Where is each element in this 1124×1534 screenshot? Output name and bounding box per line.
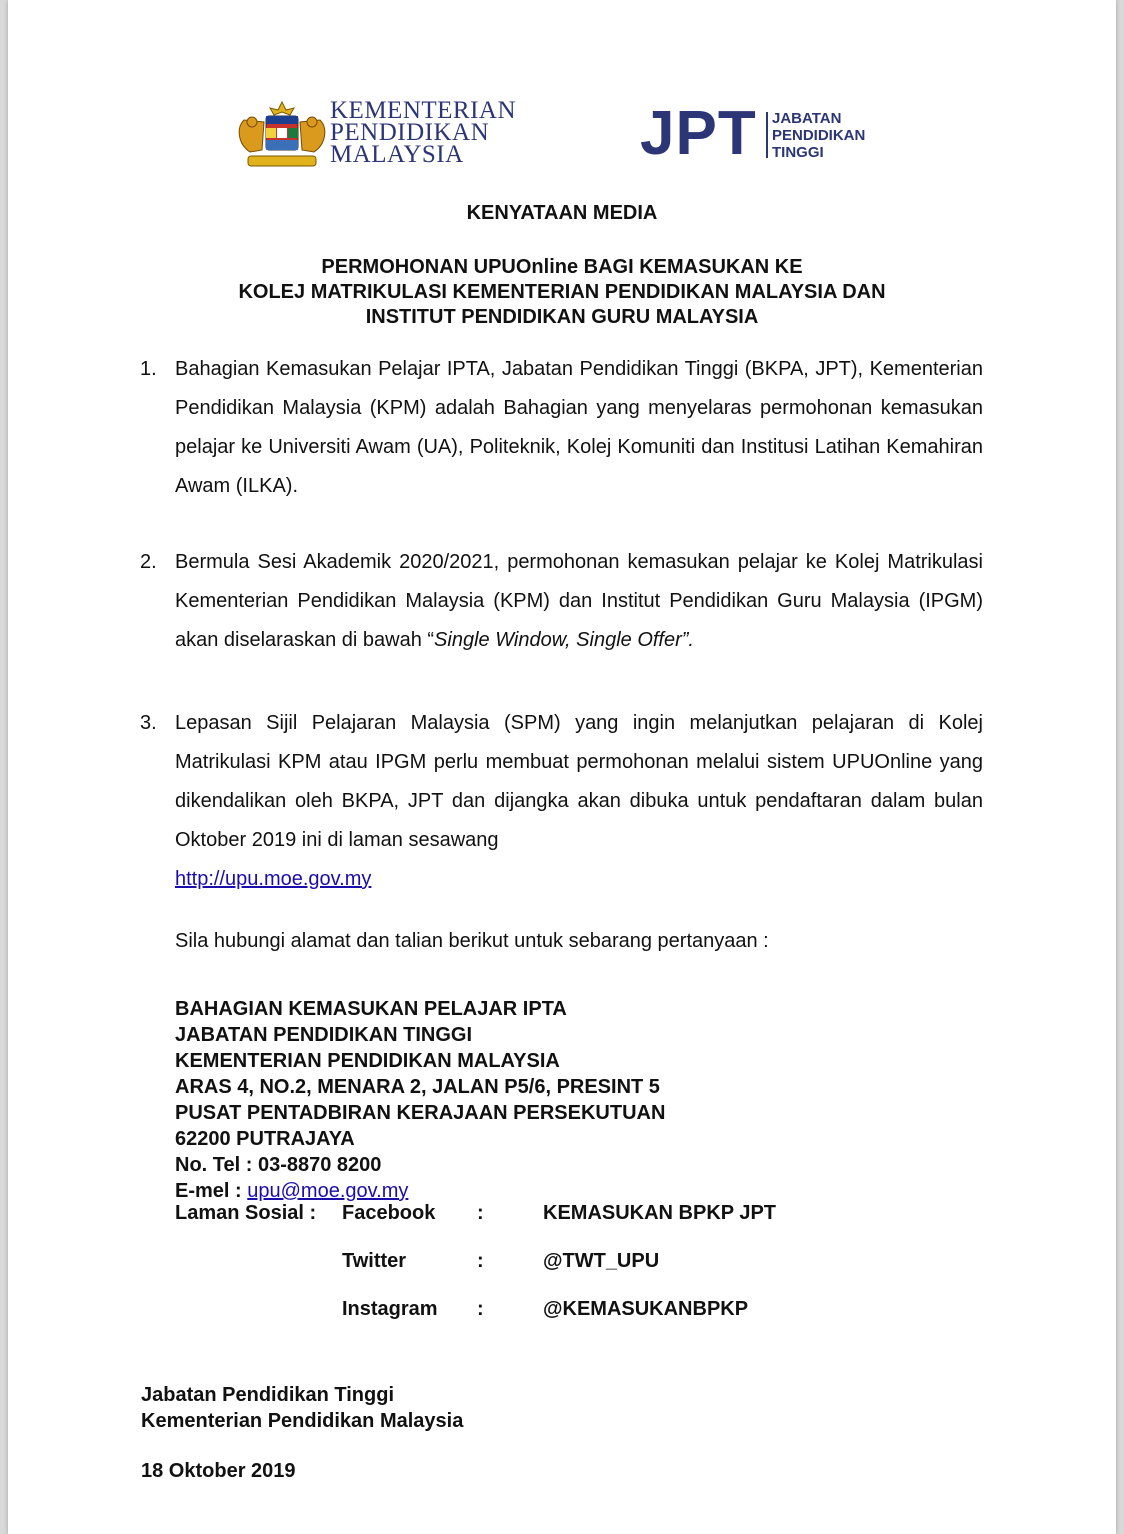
- signature-line: Kementerian Pendidikan Malaysia: [141, 1410, 464, 1432]
- ministry-logo-line: PENDIDIKAN: [330, 119, 490, 146]
- email-line: [175, 1178, 665, 1204]
- paragraph-text-main: Bermula Sesi Akademik 2020/2021, permohonan kemasukan pelajar ke Kolej Matrikulasi Kementerian Pendidikan Malaysia (KPM) dan Institut Pendidikan Guru Malaysia (IPGM) akan diselaraskan di bawah “: [175, 551, 983, 651]
- contact-intro: Sila hubungi alamat dan talian berikut untuk sebarang pertanyaan :: [175, 930, 769, 952]
- social-handle-facebook: KEMASUKAN BPKP JPT: [543, 1202, 776, 1224]
- ministry-logo-text: [330, 97, 517, 168]
- title-line: PERMOHONAN UPUOnline BAGI KEMASUKAN KE: [321, 256, 803, 278]
- address-line: 62200 PUTRAJAYA: [175, 1128, 355, 1150]
- jpt-logo-line: TINGGI: [772, 144, 824, 161]
- ministry-logo: [232, 98, 552, 174]
- email-label: E-mel :: [175, 1180, 242, 1202]
- social-handle-instagram: @KEMASUKANBPKP: [543, 1298, 749, 1320]
- contact-address: [175, 996, 665, 1204]
- social-handle-twitter: @TWT_UPU: [543, 1250, 660, 1272]
- address-line: ARAS 4, NO.2, MENARA 2, JALAN P5/6, PRESINT 5: [175, 1076, 660, 1098]
- address-line: JABATAN PENDIDIKAN TINGGI: [175, 1024, 473, 1046]
- jpt-logo-mark: JPT: [640, 99, 757, 168]
- ministry-logo-line: MALAYSIA: [330, 141, 464, 168]
- address-line: BAHAGIAN KEMASUKAN PELAJAR IPTA: [175, 998, 567, 1020]
- paragraph-number: 3.: [140, 712, 157, 734]
- paragraph-text: [175, 543, 983, 660]
- social-platform: Facebook: [342, 1202, 436, 1224]
- email-link[interactable]: upu@moe.gov.my: [247, 1180, 409, 1202]
- paragraph-text-main: Lepasan Sijil Pelajaran Malaysia (SPM) yang ingin melanjutkan pelajaran di Kolej Matrikulasi KPM atau IPGM perlu membuat permohonan melalui sistem UPUOnline yang dikendalikan oleh BKPA, JPT dan dijangka akan dibuka untuk pendaftaran dalam bulan Oktober 2019 ini di laman sesawang: [175, 712, 983, 851]
- coat-of-arms-icon: [232, 98, 332, 174]
- document-heading: KENYATAAN MEDIA: [466, 202, 658, 224]
- paragraph-number: 2.: [140, 551, 157, 573]
- phone-line: No. Tel : 03-8870 8200: [175, 1154, 382, 1176]
- signature-line: Jabatan Pendidikan Tinggi: [141, 1384, 395, 1406]
- document-date: 18 Oktober 2019: [141, 1460, 296, 1482]
- title-line: INSTITUT PENDIDIKAN GURU MALAYSIA: [365, 306, 759, 328]
- jpt-logo-divider: [766, 112, 768, 158]
- jpt-logo-text: [772, 110, 865, 161]
- paragraph-text-italic: Single Window, Single Offer”.: [434, 629, 694, 651]
- paragraph-number: 1.: [140, 358, 157, 380]
- upu-website-link[interactable]: http://upu.moe.gov.my: [175, 868, 372, 890]
- signature-block: [141, 1382, 463, 1434]
- address-line: KEMENTERIAN PENDIDIKAN MALAYSIA: [175, 1050, 560, 1072]
- ministry-logo-line: KEMENTERIAN: [330, 97, 517, 124]
- title-line: KOLEJ MATRIKULASI KEMENTERIAN PENDIDIKAN MALAYSIA DAN: [238, 281, 886, 303]
- social-label: Laman Sosial :: [175, 1202, 317, 1224]
- jpt-logo-line: PENDIDIKAN: [772, 127, 866, 144]
- paragraph-text: Bahagian Kemasukan Pelajar IPTA, Jabatan Pendidikan Tinggi (BKPA, JPT), Kementerian Pendidikan Malaysia (KPM) adalah Bahagian yang menyelaras permohonan kemasukan pelajar ke Universiti Awam (UA), Politeknik, Kolej Komuniti dan Institusi Latihan Kemahiran Awam (ILKA).: [175, 358, 983, 497]
- jpt-logo: [640, 99, 900, 168]
- social-platform: Twitter: [342, 1250, 407, 1272]
- social-separator: :: [477, 1298, 484, 1320]
- social-separator: :: [477, 1250, 484, 1272]
- jpt-logo-line: JABATAN: [772, 110, 842, 127]
- social-separator: :: [477, 1202, 484, 1224]
- social-platform: Instagram: [342, 1298, 438, 1320]
- address-line: PUSAT PENTADBIRAN KERAJAAN PERSEKUTUAN: [175, 1102, 666, 1124]
- paragraph-text: [175, 704, 983, 899]
- document-title: [0, 255, 1124, 330]
